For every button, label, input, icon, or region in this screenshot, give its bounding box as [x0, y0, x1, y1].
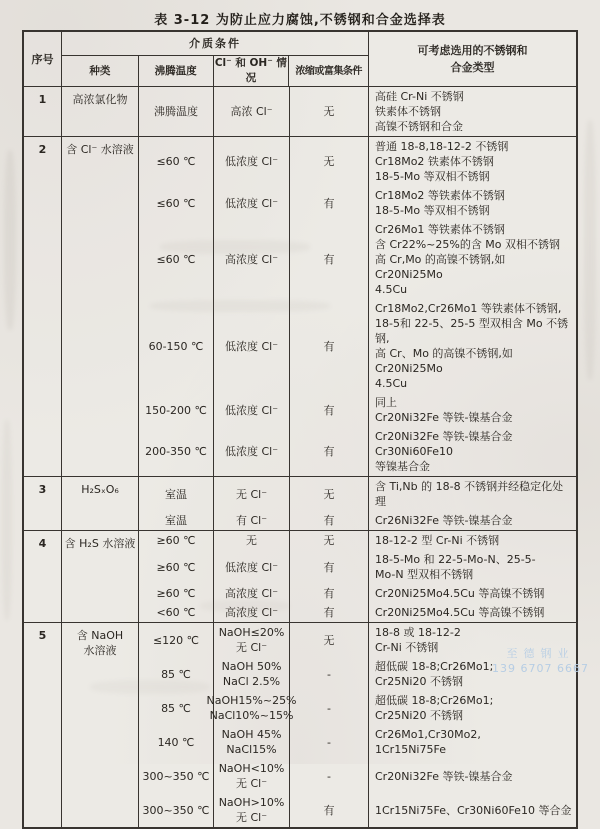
- table-row-group: [24, 530, 576, 622]
- concentration-cell: -: [290, 725, 369, 759]
- alloy-cell: [369, 584, 576, 603]
- concentration-cell: 有: [290, 299, 369, 393]
- header-alloy-line2: 合金类型: [450, 61, 495, 74]
- concentration-cell: 有: [290, 550, 369, 584]
- temp-line: 室温: [165, 487, 187, 501]
- chloride-condition-cell: [214, 477, 290, 511]
- alloy-cell: [369, 603, 576, 622]
- concentration-cell: -: [290, 691, 369, 725]
- row-number-cell: 4: [24, 531, 62, 622]
- chloride-line: 高浓 Cl⁻: [230, 105, 273, 118]
- condition-subrow: [139, 691, 576, 725]
- chloride-condition-cell: [214, 759, 290, 793]
- concentration-cell: 无: [290, 531, 369, 550]
- alloy-line: 18-5-Mo 等双相不锈钢: [375, 204, 490, 217]
- medium-type-cell: [62, 531, 139, 622]
- condition-subrow: [139, 603, 576, 622]
- boiling-temp-cell: [139, 603, 214, 622]
- temp-line: 150-200 ℃: [145, 403, 207, 417]
- scan-artifact: [2, 420, 12, 620]
- boiling-temp-cell: [139, 511, 214, 530]
- alloy-line: 18-5和 22-5、25-5 型双相含 Mo 不锈钢,: [375, 317, 569, 345]
- table-row-group: [24, 476, 576, 530]
- header-boiling-temp: 沸腾温度: [139, 56, 214, 86]
- boiling-temp-cell: [139, 793, 214, 827]
- condition-subrow: [139, 550, 576, 584]
- alloy-line: 超低碳 18-8;Cr26Mo1;: [375, 694, 494, 707]
- temp-line: ≥60 ℃: [156, 587, 196, 600]
- alloy-cell: [369, 511, 576, 530]
- concentration-cell: 有: [290, 427, 369, 476]
- condition-subrow: [139, 725, 576, 759]
- alloy-line: Cr26Mo1 等铁素体不锈钢: [375, 223, 505, 236]
- temp-line: 室温: [165, 514, 187, 527]
- chloride-line: 低浓度 Cl⁻: [224, 403, 279, 417]
- chloride-condition-cell: [214, 623, 290, 657]
- chloride-condition-cell: [214, 220, 290, 299]
- header-row-number: 序号: [24, 32, 62, 86]
- chloride-line: 无 Cl⁻: [235, 487, 268, 501]
- boiling-temp-cell: [139, 87, 214, 136]
- concentration-cell: 无: [290, 137, 369, 186]
- alloy-cell: [369, 691, 576, 725]
- alloy-line: 超低碳 18-8;Cr26Mo1;: [375, 660, 494, 673]
- boiling-temp-cell: [139, 393, 214, 427]
- alloy-cell: [369, 477, 576, 511]
- alloy-line: Cr18Mo2 等铁素体不锈钢: [375, 189, 505, 202]
- scan-artifact: [584, 120, 596, 380]
- alloy-line: 4.5Cu: [375, 377, 408, 390]
- chloride-line: 无 Cl⁻: [235, 641, 268, 654]
- boiling-temp-cell: [139, 550, 214, 584]
- boiling-temp-cell: [139, 186, 214, 220]
- row-number-cell: 5: [24, 623, 62, 827]
- boiling-temp-cell: [139, 531, 214, 550]
- condition-subrow: [139, 511, 576, 530]
- alloy-line: 高硅 Cr-Ni 不锈钢: [375, 90, 464, 103]
- condition-subrow: [139, 87, 576, 136]
- condition-subrow: [139, 584, 576, 603]
- header-medium-subcolumns: [62, 56, 368, 86]
- chloride-condition-cell: [214, 511, 290, 530]
- temp-line: <60 ℃: [156, 606, 196, 619]
- chloride-condition-cell: [214, 186, 290, 220]
- medium-type-line: 含 H₂S 水溶液: [64, 537, 136, 550]
- medium-type-line: 含 NaOH: [76, 629, 124, 642]
- chloride-line: 低浓度 Cl⁻: [224, 155, 279, 168]
- alloy-line: Cr20Ni25Mo4.5Cu 等高镍不锈钢: [375, 587, 545, 600]
- alloy-line: Cr25Ni20 不锈钢: [375, 675, 463, 688]
- alloy-cell: [369, 725, 576, 759]
- temp-line: ≤60 ℃: [156, 253, 196, 266]
- alloy-cell: [369, 393, 576, 427]
- chloride-condition-cell: [214, 531, 290, 550]
- concentration-cell: 有: [290, 220, 369, 299]
- condition-subrow: [139, 759, 576, 793]
- alloy-line: 普通 18-8,18-12-2 不锈钢: [375, 140, 509, 153]
- alloy-cell: [369, 427, 576, 476]
- concentration-cell: -: [290, 657, 369, 691]
- medium-type-line: 含 Cl⁻ 水溶液: [66, 143, 134, 156]
- watermark-company: 至德钢业: [506, 647, 575, 660]
- alloy-line: Cr26Ni32Fe 等铁-镍基合金: [375, 514, 513, 527]
- concentration-cell: 有: [290, 186, 369, 220]
- chloride-line: 低浓度 Cl⁻: [224, 445, 279, 458]
- chloride-line: 高浓度 Cl⁻: [224, 253, 279, 266]
- medium-type-cell: [62, 623, 139, 827]
- chloride-line: NaCl15%: [226, 743, 277, 756]
- chloride-condition-cell: [214, 603, 290, 622]
- alloy-line: 18-12-2 型 Cr-Ni 不锈钢: [375, 534, 500, 547]
- header-medium-type: 种类: [62, 56, 139, 86]
- alloy-cell: [369, 186, 576, 220]
- chloride-line: 低浓度 Cl⁻: [224, 196, 279, 210]
- alloy-line: 同上: [375, 396, 397, 409]
- watermark-phone: 139 6707 6667: [492, 662, 589, 675]
- concentration-cell: 有: [290, 584, 369, 603]
- boiling-temp-cell: [139, 477, 214, 511]
- alloy-line: Cr18Mo2,Cr26Mo1 等铁素体不锈钢,: [375, 302, 562, 315]
- chloride-line: NaOH≤20%: [218, 626, 285, 639]
- chloride-line: 无 Cl⁻: [235, 777, 268, 790]
- scan-artifact: [4, 150, 16, 330]
- header-alloy-line1: 可考虑选用的不锈钢和: [417, 44, 528, 57]
- alloy-cell: [369, 220, 576, 299]
- concentration-cell: -: [290, 759, 369, 793]
- chloride-line: NaOH 45%: [221, 728, 282, 741]
- chloride-line: 高浓度 Cl⁻: [224, 587, 279, 600]
- medium-type-cell: [62, 87, 139, 136]
- boiling-temp-cell: [139, 427, 214, 476]
- temp-line: 200-350 ℃: [145, 445, 207, 458]
- chloride-condition-cell: [214, 427, 290, 476]
- medium-type-cell: [62, 137, 139, 476]
- selection-table: [22, 30, 578, 829]
- temp-line: ≥60 ℃: [156, 534, 196, 547]
- alloy-cell: [369, 793, 576, 827]
- alloy-line: 含 Ti,Nb 的 18-8 不锈钢并经稳定化处理: [375, 480, 564, 508]
- alloy-line: 1Cr15Ni75Fe、Cr30Ni60Fe10 等合金: [375, 803, 572, 817]
- temp-line: ≥60 ℃: [156, 560, 196, 574]
- chloride-condition-cell: [206, 691, 297, 725]
- temp-line: 300~350 ℃: [142, 803, 210, 817]
- boiling-temp-cell: [139, 725, 214, 759]
- concentration-cell: 有: [290, 603, 369, 622]
- table-title: 表 3-12 为防止应力腐蚀,不锈钢和合金选择表: [154, 13, 446, 28]
- alloy-line: 4.5Cu: [375, 283, 408, 296]
- alloy-line: 18-8 或 18-12-2: [375, 626, 461, 639]
- header-concentration-condition: 浓缩或富集条件: [295, 65, 362, 77]
- condition-subrow: [139, 477, 576, 511]
- chloride-condition-cell: [214, 87, 290, 136]
- chloride-line: 低浓度 Cl⁻: [224, 339, 279, 353]
- chloride-line: NaOH15%~25%: [206, 694, 297, 707]
- alloy-line: Cr25Ni20 不锈钢: [375, 709, 463, 722]
- condition-subrow: [139, 793, 576, 827]
- temp-line: ≤60 ℃: [156, 196, 196, 210]
- temp-line: 85 ℃: [161, 701, 191, 715]
- boiling-temp-cell: [139, 759, 214, 793]
- alloy-line: 含 Cr22%~25%的含 Mo 双相不锈钢: [375, 238, 561, 251]
- chloride-condition-cell: [214, 137, 290, 186]
- temp-line: 沸腾温度: [154, 105, 198, 118]
- header-medium-conditions-group: [62, 32, 369, 86]
- row-number-cell: 3: [24, 477, 62, 530]
- chloride-condition-cell: [214, 550, 290, 584]
- table-header: [24, 32, 576, 87]
- alloy-line: Cr26Mo1,Cr30Mo2,: [375, 728, 481, 741]
- alloy-cell: [369, 531, 576, 550]
- temp-line: 60-150 ℃: [148, 339, 204, 353]
- alloy-line: 高 Cr、Mo 的高镍不锈钢,如 Cr20Ni25Mo: [375, 347, 513, 375]
- chloride-line: 无 Cl⁻: [235, 811, 268, 824]
- boiling-temp-cell: [139, 584, 214, 603]
- alloy-line: Cr20Ni32Fe 等铁-镍基合金: [375, 769, 513, 783]
- concentration-cell: 有: [290, 793, 369, 827]
- subrow-stack: [139, 87, 576, 136]
- chloride-condition-cell: [214, 793, 290, 827]
- temp-line: 85 ℃: [161, 667, 191, 681]
- alloy-line: Cr20Ni32Fe 等铁-镍基合金 Cr30Ni60Fe10: [375, 430, 513, 458]
- header-medium-conditions: 介质条件: [62, 32, 368, 56]
- chloride-line: NaCl10%~15%: [209, 709, 294, 722]
- alloy-line: 铁素体不锈钢: [375, 105, 441, 118]
- alloy-line: 18-5-Mo 等双相不锈钢: [375, 170, 490, 183]
- table-row-group: [24, 87, 576, 136]
- medium-type-line: H₂SₓO₆: [81, 483, 119, 496]
- chloride-line: NaOH 50%: [221, 660, 282, 673]
- temp-line: 140 ℃: [157, 735, 195, 749]
- alloy-line: Cr18Mo2 铁素体不锈钢: [375, 155, 494, 168]
- table-body: [24, 87, 576, 827]
- medium-type-cell: [62, 477, 139, 530]
- concentration-cell: 有: [290, 393, 369, 427]
- concentration-cell: 有: [290, 511, 369, 530]
- subrow-stack: [139, 477, 576, 530]
- boiling-temp-cell: [139, 137, 214, 186]
- chloride-condition-cell: [214, 725, 290, 759]
- boiling-temp-cell: [139, 623, 214, 657]
- chloride-condition-cell: [214, 584, 290, 603]
- seller-watermark: [492, 646, 589, 676]
- boiling-temp-cell: [139, 299, 214, 393]
- row-number-cell: 2: [24, 137, 62, 476]
- medium-type-line: 高浓氯化物: [72, 93, 128, 106]
- alloy-line: Mo-N 型双相不锈钢: [375, 568, 474, 581]
- alloy-line: 18-5-Mo 和 22-5-Mo-N、25-5-: [375, 553, 536, 566]
- subrow-stack: [139, 137, 576, 476]
- concentration-cell: 无: [290, 477, 369, 511]
- alloy-cell: [369, 137, 576, 186]
- condition-subrow: [139, 299, 576, 393]
- alloy-cell: [369, 87, 576, 136]
- condition-subrow: [139, 531, 576, 550]
- temp-line: ≤60 ℃: [156, 155, 196, 168]
- concentration-cell: 无: [290, 623, 369, 657]
- alloy-cell: [369, 759, 576, 793]
- alloy-line: Cr20Ni25Mo4.5Cu 等高镍不锈钢: [375, 606, 545, 619]
- header-chloride-condition: Cl⁻ 和 OH⁻ 情况: [214, 56, 290, 86]
- medium-type-line: 水溶液: [83, 644, 117, 657]
- alloy-line: Cr20Ni32Fe 等铁-镍基合金: [375, 411, 513, 424]
- chloride-line: NaOH>10%: [218, 796, 285, 809]
- chloride-line: 低浓度 Cl⁻: [224, 560, 279, 574]
- temp-line: 300~350 ℃: [142, 769, 210, 783]
- condition-subrow: [139, 393, 576, 427]
- chloride-line: NaCl 2.5%: [222, 675, 281, 688]
- concentration-cell: 无: [290, 87, 369, 136]
- boiling-temp-cell: [139, 220, 214, 299]
- table-row-group: [24, 136, 576, 476]
- chloride-line: 无: [246, 534, 257, 547]
- boiling-temp-cell: [139, 691, 214, 725]
- chloride-line: 高浓度 Cl⁻: [224, 606, 279, 619]
- condition-subrow: [139, 427, 576, 476]
- alloy-line: 高 Cr,Mo 的高镍不锈钢,如 Cr20Ni25Mo: [375, 253, 506, 281]
- alloy-line: 1Cr15Ni75Fe: [375, 743, 446, 756]
- chloride-condition-cell: [214, 299, 290, 393]
- condition-subrow: [139, 186, 576, 220]
- alloy-line: 高镍不锈钢和合金: [375, 120, 463, 133]
- chloride-condition-cell: [214, 393, 290, 427]
- row-number-cell: 1: [24, 87, 62, 136]
- alloy-line: 等镍基合金: [375, 460, 430, 473]
- chloride-line: 有 Cl⁻: [235, 514, 268, 527]
- condition-subrow: [139, 137, 576, 186]
- temp-line: ≤120 ℃: [152, 633, 200, 647]
- alloy-cell: [369, 299, 576, 393]
- alloy-cell: [369, 550, 576, 584]
- boiling-temp-cell: [139, 657, 214, 691]
- condition-subrow: [139, 220, 576, 299]
- alloy-line: Cr-Ni 不锈钢: [375, 641, 439, 654]
- subrow-stack: [139, 531, 576, 622]
- chloride-line: NaOH<10%: [218, 762, 285, 775]
- chloride-condition-cell: [214, 657, 290, 691]
- header-alloy-types: [369, 32, 576, 86]
